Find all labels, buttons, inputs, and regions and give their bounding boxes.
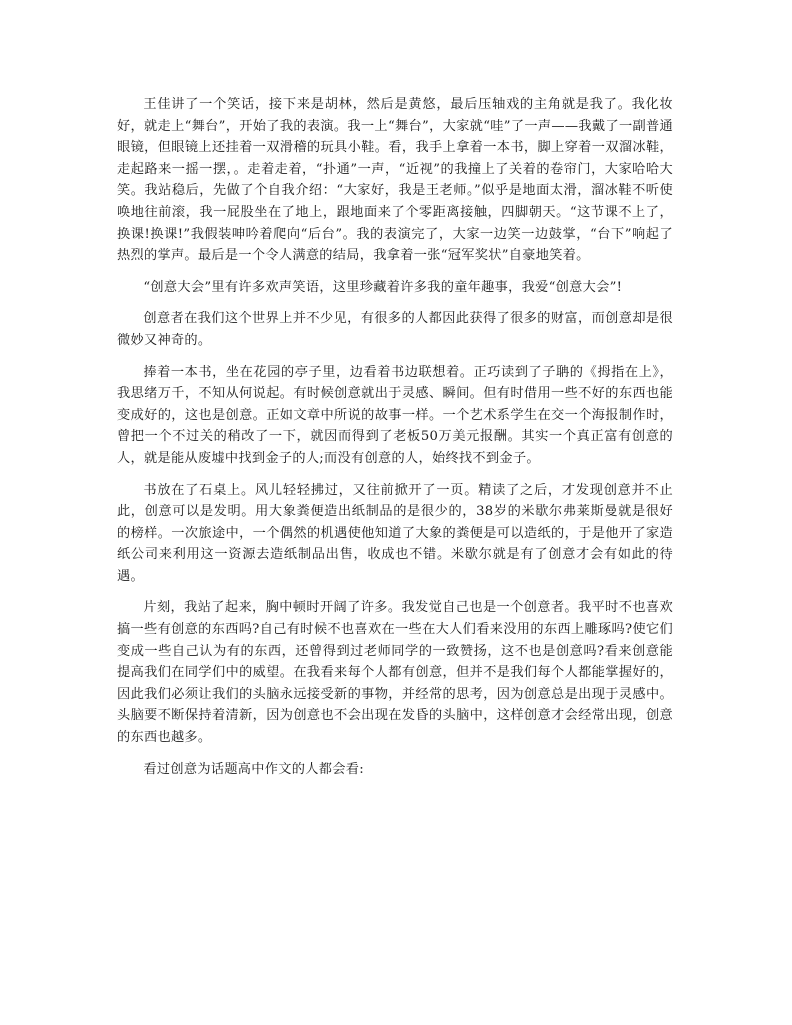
paragraph-6: 片刻，我站了起来，胸中顿时开阔了许多。我发觉自己也是一个创意者。我平时不也喜欢搞一些有创意的东西吗?自己有时候不也喜欢在一些在大人们看来没用的东西上雕琢吗?使它们变成一些自己认为有的东西，还曾得到过老师同学的一致赞扬，这不也是创意吗?看来创意能提高我们在同学们中的威望。在我看来每个人都有创意，但并不是我们每个人都能掌握好的，因此我们必须让我们的头脑永远接受新的事物，并经常的思考，因为创意总是出现于灵感中。头脑要不断保持着清新，因为创意也不会出现在发昏的头脑中，这样创意才会经常出现，创意的东西也越多。 [117,600,673,746]
paragraph-7: 看过创意为话题高中作文的人都会看: [143,761,364,777]
paragraph-4: 捧着一本书，坐在花园的亭子里，边看着书边联想着。正巧读到了子聃的《拇指在上》，我思绪万千，不知从何说起。有时候创意就出于灵感、瞬间。但有时借用一些不好的东西也能变成好的，这也是创意。正如文章中所说的故事一样。一个艺术系学生在交一个海报制作时，曾把一个不过关的稍改了一下，就因而得到了老板50万美元报酬。其实一个真正富有创意的人，就是能从废墟中找到金子的人;而没有创意的人，始终找不到金子。 [117,364,673,466]
paragraph-3: 创意者在我们这个世界上并不少见，有很多的人都因此获得了很多的财富，而创意却是很微妙又神奇的。 [117,311,673,348]
paragraph-1: 王佳讲了一个笑话，接下来是胡林，然后是黄悠，最后压轴戏的主角就是我了。我化妆好，就走上“舞台”，开始了我的表演。我一上“舞台”，大家就“哇”了一声——我戴了一副普通眼镜，但眼镜上还挂着一双滑稽的玩具小鞋。看，我手上拿着一本书，脚上穿着一双溜冰鞋，走起路来一摇一摆，。走着走着，“扑通”一声，“近视”的我撞上了关着的卷帘门，大家哈哈大笑。我站稳后，先做了个自我介绍：“大家好，我是王老师。”似乎是地面太滑，溜冰鞋不听使唤地往前滚，我一屁股坐在了地上，跟地面来了个零距离接触，四脚朝天。“这节课不上了，换课!换课!”我假装呻吟着爬向“后台”。我的表演完了，大家一边笑一边鼓掌，“台下”响起了热烈的掌声。最后是一个令人满意的结局，我拿着一张“冠军奖状”自豪地笑着。 [117,97,673,264]
document-body [117,94,673,790]
paragraph-2: “创意大会”里有许多欢声笑语，这里珍藏着许多我的童年趣事，我爱“创意大会”! [143,279,623,295]
paragraph-5: 书放在了石桌上。风儿轻轻拂过，又往前掀开了一页。精读了之后，才发现创意并不止此，创意可以是发明。用大象粪便造出纸制品的是很少的，38岁的米歇尔弗莱斯曼就是很好的榜样。一次旅途中，一个偶然的机遇使他知道了大象的粪便是可以造纸的，于是他开了家造纸公司来利用这一资源去造纸制品出售，收成也不错。米歇尔就是有了创意才会有如此的待遇。 [117,482,673,584]
